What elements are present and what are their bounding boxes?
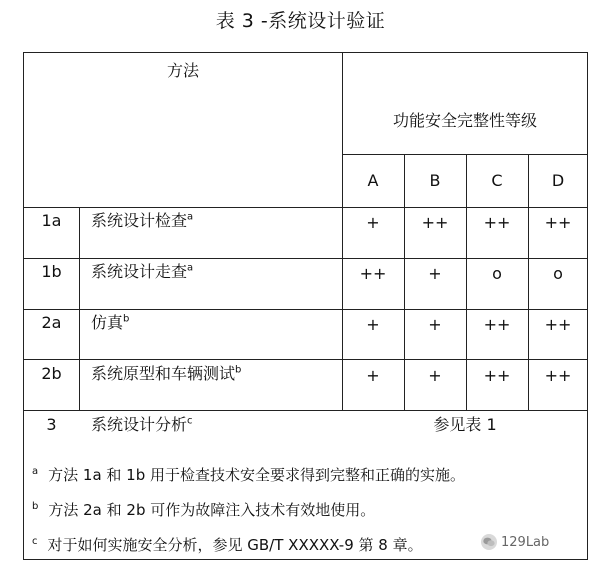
asil-header: 功能安全完整性等级 bbox=[392, 111, 537, 130]
row-id: 1a bbox=[41, 211, 62, 230]
footnote-b: $^b$ 方法 2a 和 2b 可作为故障注入技术有效地使用。 bbox=[32, 501, 376, 519]
cell-c: ++ bbox=[483, 213, 511, 232]
see-table-cell: 参见表 1 bbox=[433, 415, 497, 434]
verification-table bbox=[23, 52, 588, 560]
method-header: 方法 bbox=[166, 61, 199, 80]
cell-d: ++ bbox=[544, 213, 572, 232]
row-method: 仿真$^b$ bbox=[91, 313, 130, 332]
watermark bbox=[478, 534, 552, 550]
row-id: 2a bbox=[41, 313, 62, 332]
cell-a: + bbox=[366, 315, 380, 334]
cell-a: ++ bbox=[359, 264, 387, 283]
cell-c: ++ bbox=[483, 315, 511, 334]
cell-a: + bbox=[366, 213, 380, 232]
cell-b: + bbox=[428, 366, 442, 385]
row-method: 系统设计分析$^c$ bbox=[91, 415, 193, 434]
row-method: 系统原型和车辆测试$^b$ bbox=[91, 364, 242, 383]
row-method: 系统设计检查$^a$ bbox=[91, 211, 194, 230]
row-method: 系统设计走查$^a$ bbox=[91, 262, 194, 281]
cell-d: o bbox=[553, 264, 563, 283]
cell-a: + bbox=[366, 366, 380, 385]
cell-d: ++ bbox=[544, 315, 572, 334]
cell-c: o bbox=[492, 264, 502, 283]
row-id: 3 bbox=[46, 415, 57, 434]
level-d-header: D bbox=[551, 171, 565, 190]
watermark-label: 129Lab bbox=[501, 534, 550, 550]
cell-b: + bbox=[428, 315, 442, 334]
cell-b: ++ bbox=[421, 213, 449, 232]
footnote-c: $^c$ 对于如何实施安全分析，参见 GB/T XXXXX-9 第 8 章。 bbox=[32, 536, 423, 554]
level-c-header: C bbox=[491, 171, 503, 190]
row-id: 1b bbox=[41, 262, 62, 281]
cell-c: ++ bbox=[483, 366, 511, 385]
cell-d: ++ bbox=[544, 366, 572, 385]
level-a-header: A bbox=[367, 171, 379, 190]
level-b-header: B bbox=[429, 171, 441, 190]
table-title: 表 3 -系统设计验证 bbox=[215, 10, 386, 32]
row-id: 2b bbox=[41, 364, 62, 383]
footnote-a: $^a$ 方法 1a 和 1b 用于检查技术安全要求得到完整和正确的实施。 bbox=[32, 466, 466, 484]
cell-b: + bbox=[428, 264, 442, 283]
wechat-icon bbox=[481, 534, 497, 550]
